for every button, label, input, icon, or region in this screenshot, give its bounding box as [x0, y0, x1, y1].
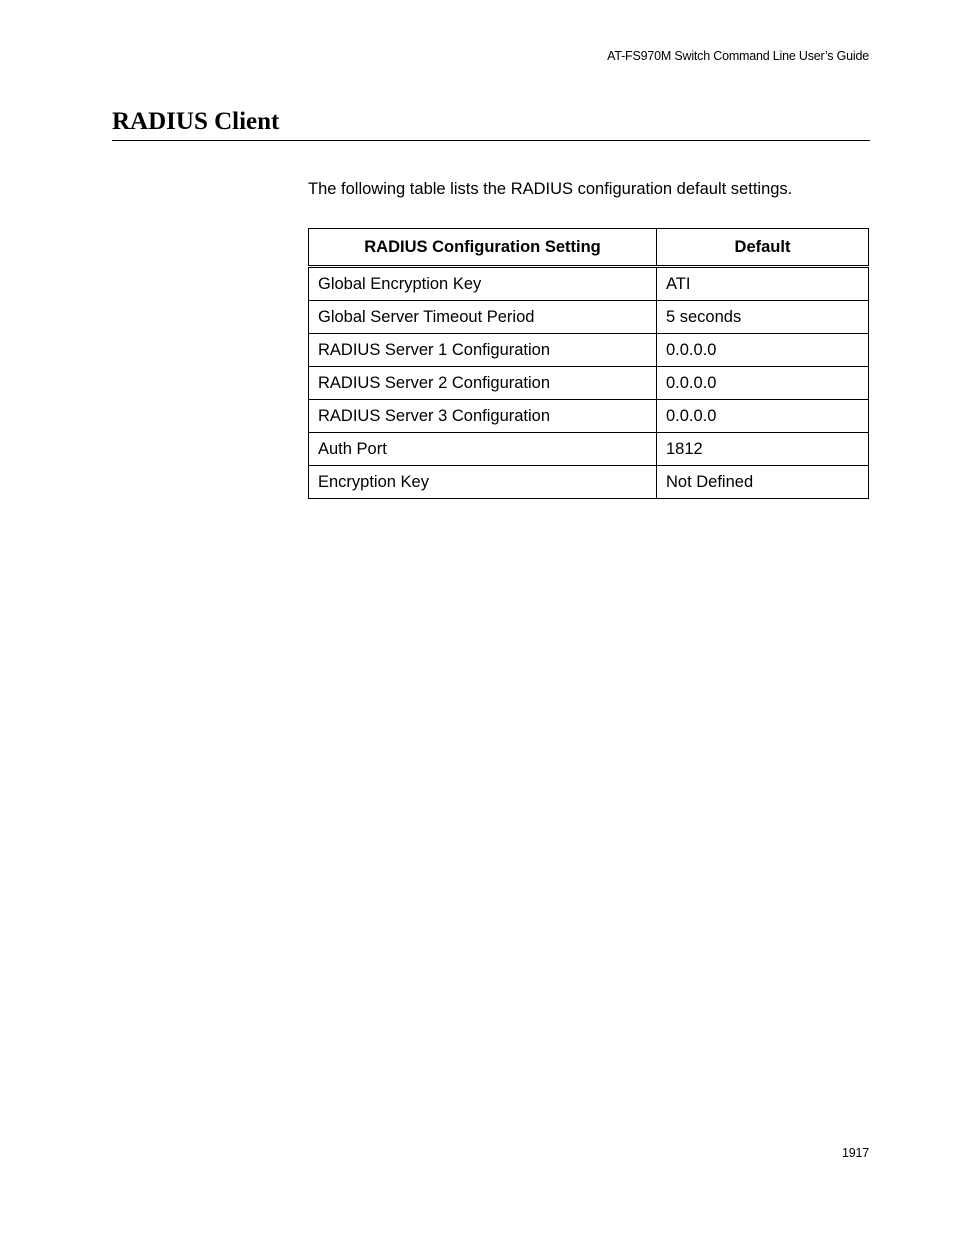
default-cell: 5 seconds [657, 301, 869, 334]
section-title: RADIUS Client [112, 108, 280, 135]
column-header-setting: RADIUS Configuration Setting [309, 229, 657, 267]
setting-cell: Encryption Key [309, 466, 657, 499]
default-cell: 1812 [657, 433, 869, 466]
table-row [309, 466, 869, 499]
title-rule [112, 140, 870, 141]
column-header-default: Default [657, 229, 869, 267]
table-row [309, 267, 869, 301]
page-number: 1917 [841, 1146, 869, 1160]
table-row [309, 334, 869, 367]
setting-cell: Global Encryption Key [309, 267, 657, 301]
running-header: AT-FS970M Switch Command Line User’s Guide [607, 49, 869, 63]
default-cell: ATI [657, 267, 869, 301]
setting-cell: RADIUS Server 3 Configuration [309, 400, 657, 433]
table-header-row [309, 229, 869, 267]
default-cell: 0.0.0.0 [657, 367, 869, 400]
table-row [309, 367, 869, 400]
table-row [309, 433, 869, 466]
setting-cell: Global Server Timeout Period [309, 301, 657, 334]
default-cell: 0.0.0.0 [657, 400, 869, 433]
setting-cell: RADIUS Server 1 Configuration [309, 334, 657, 367]
table-row [309, 400, 869, 433]
setting-cell: RADIUS Server 2 Configuration [309, 367, 657, 400]
radius-defaults-table [308, 228, 869, 499]
intro-paragraph: The following table lists the RADIUS configuration default settings. [308, 180, 793, 198]
table-row [309, 301, 869, 334]
default-cell: Not Defined [657, 466, 869, 499]
default-cell: 0.0.0.0 [657, 334, 869, 367]
setting-cell: Auth Port [309, 433, 657, 466]
